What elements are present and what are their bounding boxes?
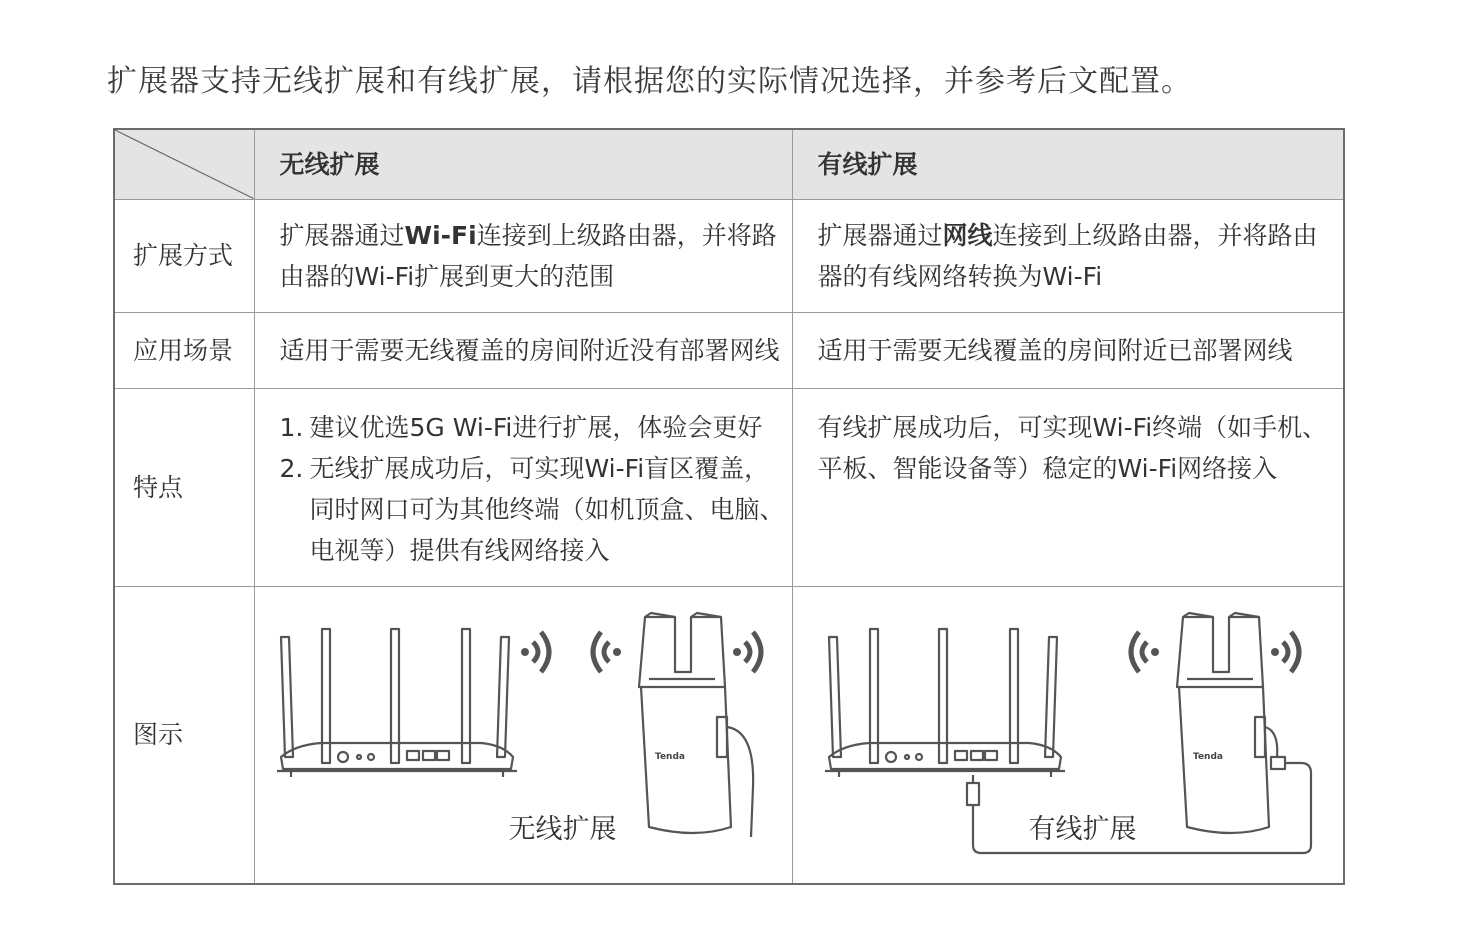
extender-icon xyxy=(639,613,753,837)
scenario-wireless: 适用于需要无线覆盖的房间附近没有部署网线 xyxy=(254,312,792,388)
wired-caption: 有线扩展 xyxy=(1028,813,1137,845)
method-wireless: 扩展器通过Wi-Fi连接到上级路由器，并将路由器的Wi-Fi扩展到更大的范围 xyxy=(254,199,792,312)
wifi-signal-icon xyxy=(521,632,549,672)
comparison-table xyxy=(113,128,1345,885)
wireless-caption: 无线扩展 xyxy=(508,813,617,845)
brand-logo: Tenda xyxy=(654,751,685,762)
header-row xyxy=(114,129,1344,199)
row-label-method: 扩展方式 xyxy=(114,199,254,312)
row-label-diagram: 图示 xyxy=(114,586,254,884)
row-label-scenario: 应用场景 xyxy=(114,312,254,388)
wifi-signal-icon xyxy=(733,632,761,672)
router-icon xyxy=(825,629,1065,777)
bold-cable: 网线 xyxy=(942,220,993,250)
bold-wifi: Wi-Fi xyxy=(404,220,477,250)
wifi-signal-icon xyxy=(593,632,621,672)
router-icon xyxy=(277,629,517,777)
wifi-signal-icon xyxy=(1271,632,1299,672)
method-wired: 扩展器通过网线连接到上级路由器，并将路由器的有线网络转换为Wi-Fi xyxy=(792,199,1344,312)
features-wired: 有线扩展成功后，可实现Wi-Fi终端（如手机、平板、智能设备等）稳定的Wi-Fi网络接入 xyxy=(792,388,1344,586)
header-wireless: 无线扩展 xyxy=(254,129,792,199)
extender-icon xyxy=(1177,613,1277,833)
corner-cell xyxy=(114,129,254,199)
diagram-wired xyxy=(792,586,1344,884)
scenario-wired: 适用于需要无线覆盖的房间附近已部署网线 xyxy=(792,312,1344,388)
row-method xyxy=(114,199,1344,312)
row-label-features: 特点 xyxy=(114,388,254,586)
diagram-wireless xyxy=(254,586,792,884)
intro-text: 扩展器支持无线扩展和有线扩展，请根据您的实际情况选择，并参考后文配置。 xyxy=(107,64,1192,99)
feature-item: 2. 无线扩展成功后，可实现Wi-Fi盲区覆盖，同时网口可为其他终端（如机顶盒、电脑、电视等）提供有线网络接入 xyxy=(279,453,785,565)
header-wired: 有线扩展 xyxy=(792,129,1344,199)
wifi-signal-icon xyxy=(1131,632,1159,672)
brand-logo: Tenda xyxy=(1192,751,1223,762)
row-diagram xyxy=(114,586,1344,884)
row-features xyxy=(114,388,1344,586)
row-scenario xyxy=(114,312,1344,388)
features-wireless xyxy=(254,388,792,586)
feature-item: 1. 建议优选5G Wi-Fi进行扩展，体验会更好 xyxy=(279,412,763,442)
